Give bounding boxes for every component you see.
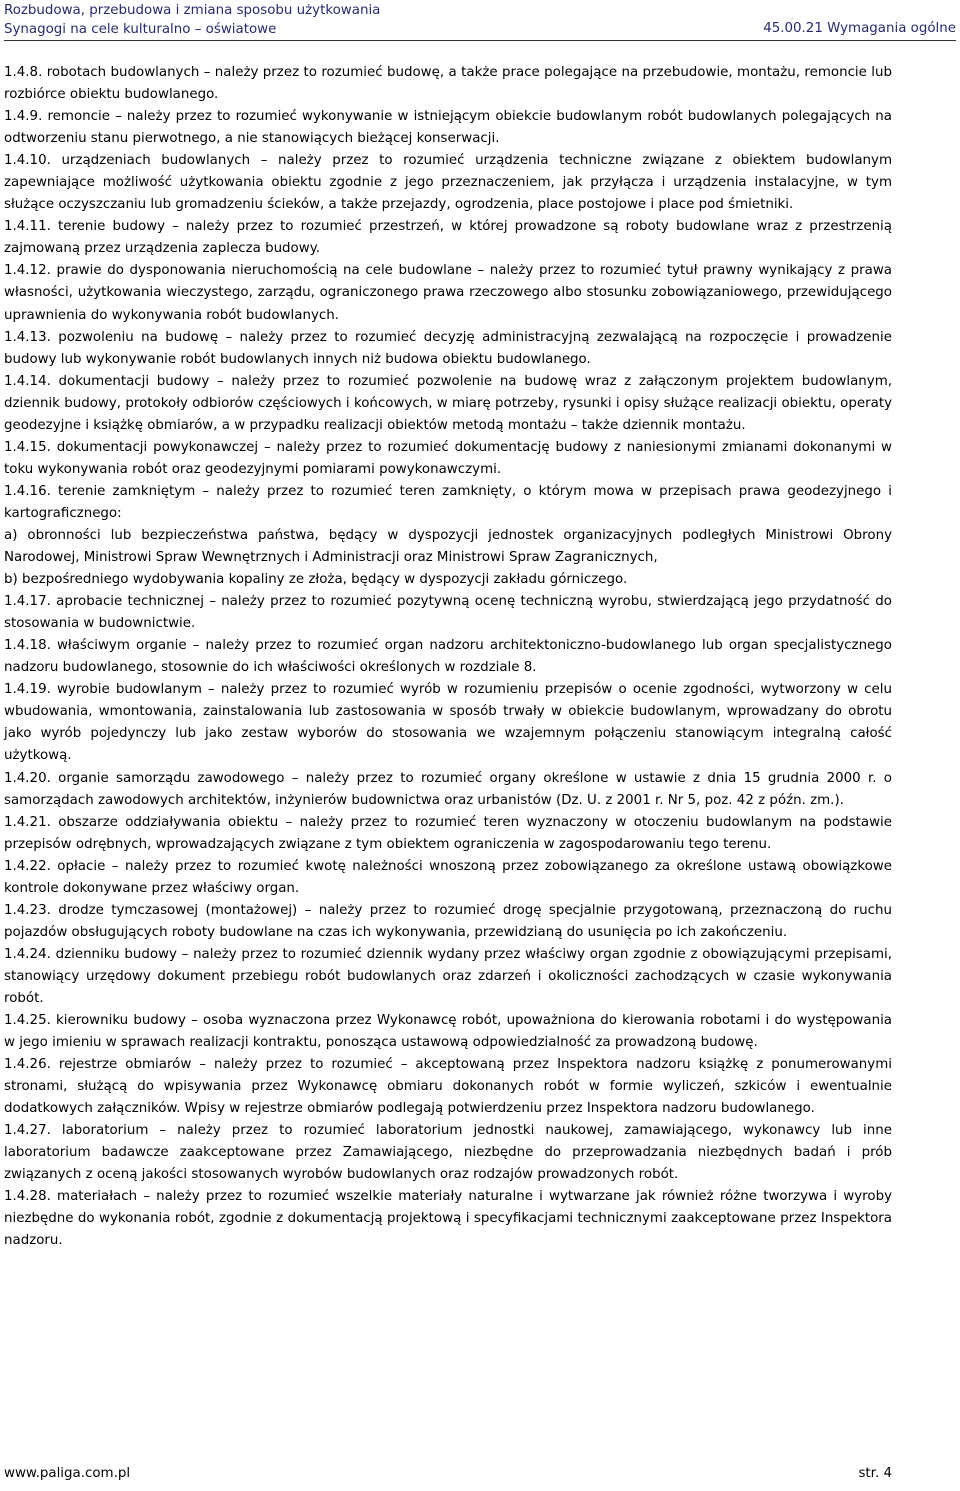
definition-1-4-26: 1.4.26. rejestrze obmiarów – należy przez to rozumieć – akceptowaną przez Inspektora nadzoru książkę z ponumerowanymi stronami, służącą do wpisywania przez Wykonawcę obmiaru dokonanych robót w formie wyliczeń, szkiców i ewentualnie dodatkowych załączników. Wpisy w rejestrze obmiarów podlegają potwierdzeniu przez Inspektora nadzoru budowlanego.	[4, 1057, 892, 1117]
definition-1-4-17: 1.4.17. aprobacie technicznej – należy przez to rozumieć pozytywną ocenę techniczną wyrobu, stwierdzającą jego przydatność do stosowania w budownictwie.	[4, 594, 892, 632]
definition-1-4-8: 1.4.8. robotach budowlanych – należy przez to rozumieć budowę, a także prace polegające na przebudowie, montażu, remoncie lub rozbiórce obiektu budowlanego.	[4, 65, 892, 103]
definition-1-4-13: 1.4.13. pozwoleniu na budowę – należy przez to rozumieć decyzję administracyjną zezwalającą na rozpoczęcie i prowadzenie budowy lub wykonywanie robót budowlanych innych niż budowa obiektu budowlanego.	[4, 329, 892, 367]
definition-1-4-20: 1.4.20. organie samorządu zawodowego – należy przez to rozumieć organy określone w ustawie z dnia 15 grudnia 2000 r. o samorządach zawodowych architektów, inżynierów budownictwa oraz urbanistów (Dz. U. z 2001 r. Nr 5, poz. 42 z późn. zm.).	[4, 770, 892, 808]
definition-1-4-27: 1.4.27. laboratorium – należy przez to rozumieć laboratorium jednostki naukowej, zamawiającego, wykonawcy lub inne laboratorium badawcze zaakceptowane przez Zamawiającego, niezbędne do przeprowadzania niezbędnych badań i prób związanych z oceną jakości stosowanych wyrobów budowlanych oraz rodzajów prowadzonych robót.	[4, 1123, 892, 1183]
definition-1-4-25: 1.4.25. kierowniku budowy – osoba wyznaczona przez Wykonawcę robót, upoważniona do kierowania robotami i do występowania w jego imieniu w sprawach realizacji kontraktu, ponosząca ustawową odpowiedzialność za prowadzoną budowę.	[4, 1013, 892, 1051]
definition-1-4-18: 1.4.18. właściwym organie – należy przez to rozumieć organ nadzoru architektoniczno-budowlanego lub organ specjalistycznego nadzoru budowlanego, stosownie do ich właściwości określonych w rozdziale 8.	[4, 638, 892, 676]
page-number: str. 4	[858, 1466, 892, 1481]
definition-1-4-12: 1.4.12. prawie do dysponowania nieruchomością na cele budowlane – należy przez to rozumieć tytuł prawny wynikający z prawa własności, użytkowania wieczystego, zarządu, ograniczonego prawa rzeczowego albo stosunku zobowiązaniowego, przewidującego uprawnienia do wykonywania robót budowlanych.	[4, 263, 892, 323]
document-body	[4, 62, 892, 1253]
list-item-a: a) obronności lub bezpieczeństwa państwa, będący w dyspozycji jednostek organizacyjnych podległych Ministrowi Obrony Narodowej, Ministrowi Spraw Wewnętrznych i Administracji oraz Ministrowi Spraw Zagranicznych,	[4, 527, 892, 566]
definition-1-4-10: 1.4.10. urządzeniach budowlanych – należy przez to rozumieć urządzenia techniczne związane z obiektem budowlanym zapewniające możliwość użytkowania obiektu zgodnie z jego przeznaczeniem, jak przyłącza i urządzenia instalacyjne, w tym służące oczyszczaniu lub gromadzeniu ścieków, a także przejazdy, ogrodzenia, place postojowe i place pod śmietniki.	[4, 153, 892, 213]
section-code: 45.00.21 Wymagania ogólne	[763, 21, 956, 36]
definition-1-4-16: 1.4.16. terenie zamkniętym – należy przez to rozumieć teren zamknięty, o którym mowa w przepisach prawa geodezyjnego i kartograficznego:	[4, 483, 892, 521]
list-item-b: b) bezpośredniego wydobywania kopaliny ze złoża, będący w dyspozycji zakładu górniczego.	[4, 572, 628, 588]
definition-1-4-21: 1.4.21. obszarze oddziaływania obiektu – należy przez to rozumieć teren wyznaczony w otoczeniu budowlanym na podstawie przepisów odrębnych, wprowadzających związane z tym obiektem ograniczenia w zagospodarowaniu tego terenu.	[4, 814, 892, 852]
definition-1-4-24: 1.4.24. dzienniku budowy – należy przez to rozumieć dziennik wydany przez właściwy organ zgodnie z obowiązującymi przepisami, stanowiący urzędowy dokument przebiegu robót budowlanych oraz zdarzeń i okoliczności zachodzących w czasie wykonywania robót.	[4, 946, 892, 1006]
definition-1-4-22: 1.4.22. opłacie – należy przez to rozumieć kwotę należności wnoszoną przez zobowiązanego za określone ustawą obowiązkowe kontrole dokonywane przez właściwy organ.	[4, 858, 892, 896]
definition-1-4-28: 1.4.28. materiałach – należy przez to rozumieć wszelkie materiały naturalne i wytwarzane jak również różne tworzywa i wyroby niezbędne do wykonania robót, zgodnie z dokumentacją projektową i specyfikacjami technicznymi zaakceptowane przez Inspektora nadzoru.	[4, 1189, 892, 1249]
footer-url: www.paliga.com.pl	[4, 1466, 131, 1481]
definition-1-4-14: 1.4.14. dokumentacji budowy – należy przez to rozumieć pozwolenie na budowę wraz z załączonym projektem budowlanym, dziennik budowy, protokoły odbiorów częściowych i końcowych, w miarę potrzeby, rysunki i opisy służące realizacji obiektu, operaty geodezyjne i książkę obmiarów, a w przypadku realizacji obiektów metodą montażu – także dziennik montażu.	[4, 373, 892, 433]
definition-1-4-23: 1.4.23. drodze tymczasowej (montażowej) – należy przez to rozumieć drogę specjalnie przygotowaną, przeznaczoną do ruchu pojazdów obsługujących roboty budowlane na czas ich wykonywania, przewidzianą do usunięcia po ich zakończeniu.	[4, 902, 892, 940]
title-line-2: Synagogi na cele kulturalno – oświatowe	[4, 21, 277, 37]
definition-1-4-15: 1.4.15. dokumentacji powykonawczej – należy przez to rozumieć dokumentację budowy z naniesionymi zmianami dokonanymi w toku wykonywania robót oraz geodezyjnymi pomiarami powykonawczymi.	[4, 439, 892, 477]
document-title	[4, 2, 380, 39]
definition-1-4-19: 1.4.19. wyrobie budowlanym – należy przez to rozumieć wyrób w rozumieniu przepisów o ocenie zgodności, wytworzony w celu wbudowania, wmontowania, zainstalowania lub zastosowania w sposób trwały w obiekcie budowlanym, wprowadzany do obrotu jako wyrób pojedynczy lub jako zestaw wyborów do stosowania we wzajemnym połączeniu stanowiącym integralną całość użytkową.	[4, 682, 892, 764]
definition-1-4-11: 1.4.11. terenie budowy – należy przez to rozumieć przestrzeń, w której prowadzone są roboty budowlane wraz z przestrzenią zajmowaną przez urządzenia zaplecza budowy.	[4, 219, 892, 257]
page-header	[4, 0, 956, 41]
title-line-1: Rozbudowa, przebudowa i zmiana sposobu użytkowania	[4, 3, 381, 18]
definition-1-4-9: 1.4.9. remoncie – należy przez to rozumieć wykonywanie w istniejącym obiekcie budowlanym robót budowlanych polegających na odtworzeniu stanu pierwotnego, a nie stanowiących bieżącej konserwacji.	[4, 109, 892, 147]
